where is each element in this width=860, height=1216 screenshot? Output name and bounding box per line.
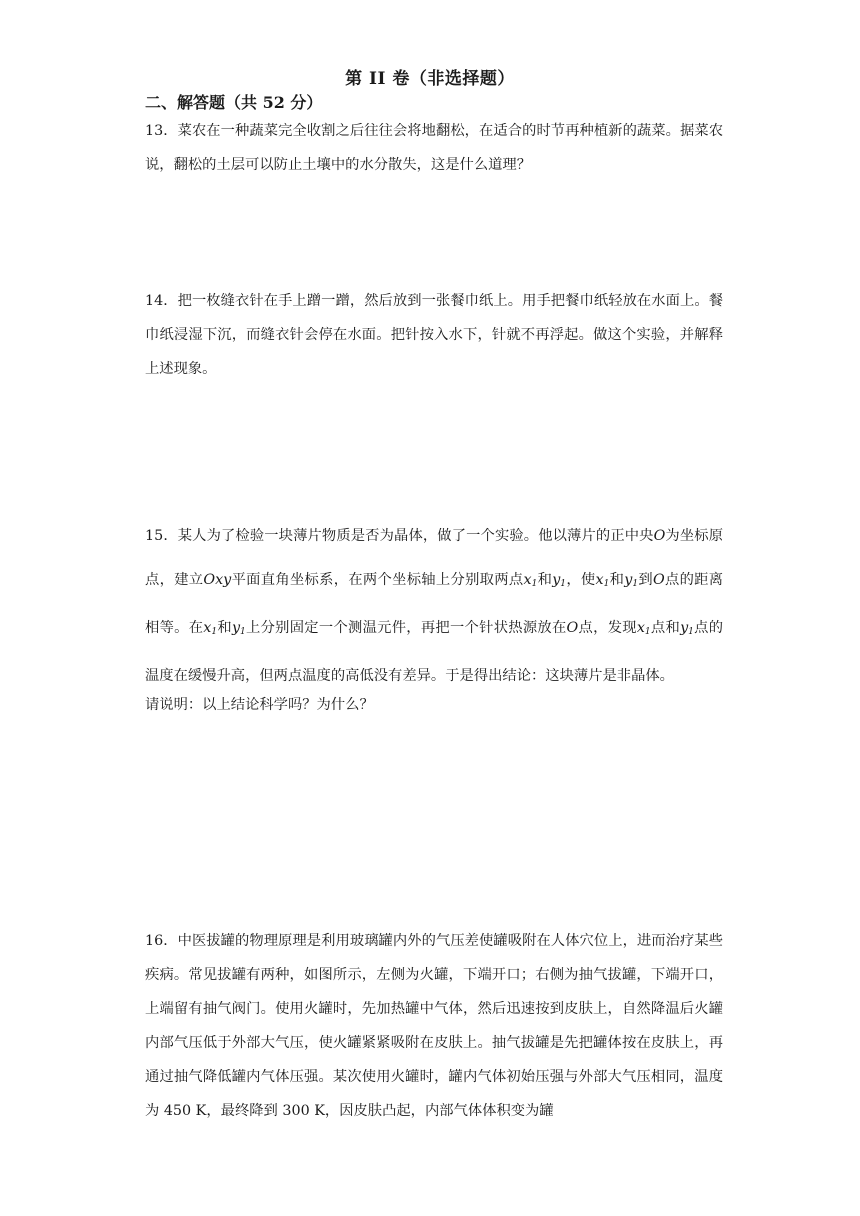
- q15-and: 和: [217, 620, 232, 636]
- var-Oxy: Oxy: [203, 572, 232, 588]
- section-title: 二、解答题（共 52 分）: [145, 93, 323, 112]
- var-O: O: [653, 528, 666, 544]
- q15-text-6: 点的距离相等。在: [145, 572, 724, 636]
- q15-text-8: 点，发现: [578, 620, 637, 636]
- var-x1: $x_1$: [523, 572, 538, 589]
- var-O: O: [652, 572, 665, 588]
- q15-prompt: 请说明：以上结论科学吗？为什么？: [145, 697, 374, 713]
- q15-text-2: 为坐标原点，建立: [145, 528, 723, 588]
- q15-text-1: 15．某人为了检验一块薄片物质是否为晶体，做了一个实验。他以薄片的正中央: [145, 528, 654, 544]
- q15-text-9: 点和: [650, 620, 681, 636]
- q15-text-5: 到: [638, 572, 653, 588]
- var-x1: $x_1$: [636, 620, 651, 637]
- question-14: 14．把一枚缝衣针在手上蹭一蹭，然后放到一张餐巾纸上。用手把餐巾纸轻放在水面上。餐巾纸浸湿下沉，而缝衣针会停在水面。把针按入水下，针就不再浮起。做这个实验，并解释上述现象。: [145, 293, 723, 377]
- question-15: [145, 514, 723, 718]
- var-y1: $y_1$: [680, 620, 694, 637]
- q15-text-10: 点的温度在缓慢升高，但两点温度的高低没有差异。于是得出结论：这块薄片是非晶体。: [145, 620, 724, 684]
- var-y1: $y_1$: [552, 572, 567, 589]
- var-y1: $y_1$: [231, 620, 246, 637]
- question-13: 13．菜农在一种蔬菜完全收割之后往往会将地翻松，在适合的时节再种植新的蔬菜。据菜农说，翻松的土层可以防止土壤中的水分散失，这是什么道理？: [145, 123, 723, 173]
- volume-title: 第 II 卷（非选择题）: [345, 69, 515, 89]
- question-16: 16．中医拔罐的物理原理是利用玻璃罐内外的气压差使罐吸附在人体穴位上，进而治疗某些疾病。常见拔罐有两种，如图所示，左侧为火罐，下端开口；右侧为抽气拔罐，下端开口，上端留有抽气阀门。使用火罐时，先加热罐中气体，然后迅速按到皮肤上，自然降温后火罐内部气压低于外部大气压，使火罐紧紧吸附在皮肤上。抽气拔罐是先把罐体按在皮肤上，再通过抽气降低罐内气体压强。某次使用火罐时，罐内气体初始压强与外部大气压相同，温度为 450 K，最终降到 300 K，因皮肤凸起，内部气体体积变为罐: [145, 933, 723, 1119]
- q15-and: 和: [609, 572, 625, 588]
- var-y1: $y_1$: [624, 572, 639, 589]
- q15-text-7: 上分别固定一个测温元件，再把一个针状热源放在: [245, 620, 567, 636]
- var-x1: $x_1$: [203, 620, 218, 637]
- var-x1: $x_1$: [595, 572, 610, 589]
- q15-text-4: ，使: [566, 572, 596, 588]
- var-O: O: [566, 620, 579, 636]
- q15-and: 和: [537, 572, 553, 588]
- q15-text-3: 平面直角坐标系，在两个坐标轴上分别取两点: [231, 572, 524, 588]
